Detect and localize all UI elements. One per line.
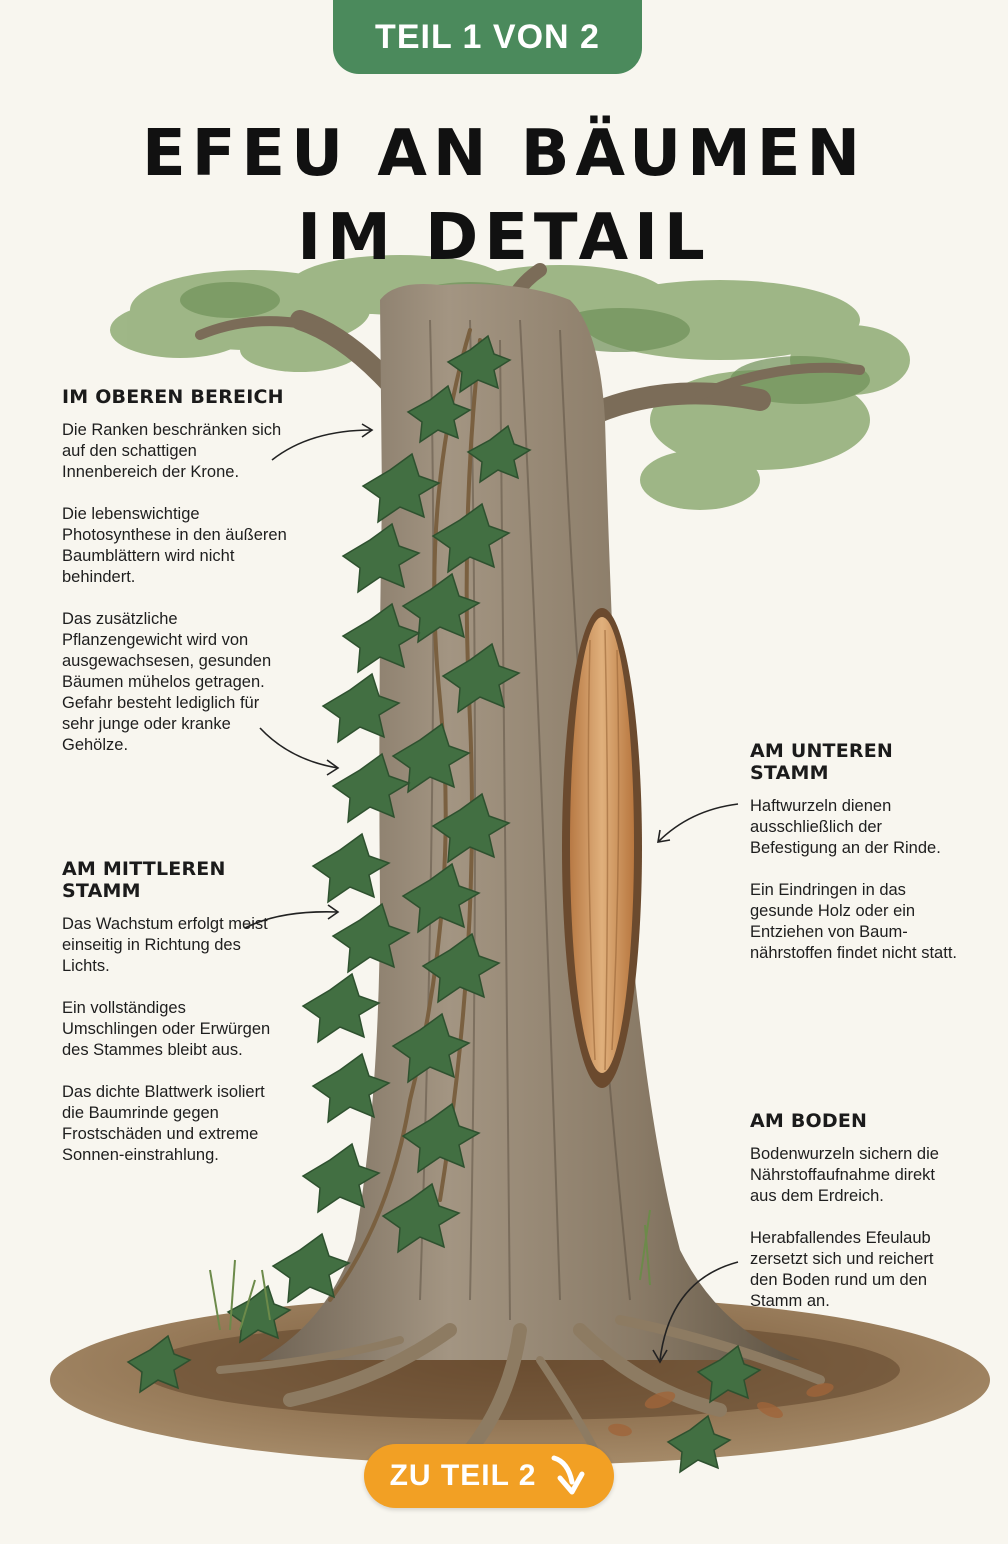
next-part-label: ZU TEIL 2 — [389, 1459, 537, 1492]
section-heading: AM UNTEREN STAMM — [750, 740, 894, 784]
section-paragraph: Ein Eindringen in das gesunde Holz oder ein Entziehen von Baum-nährstoffen findet nicht statt. — [750, 881, 957, 962]
page-title-line1: EFEU AN BÄUMEN — [141, 117, 867, 191]
arrow-down-right-icon — [548, 1454, 588, 1498]
section-mittlerer-stamm — [62, 858, 284, 1187]
section-paragraph: Das Wachstum erfolgt meist einseitig in Richtung des Lichts. — [62, 915, 268, 975]
section-boden — [750, 1110, 965, 1333]
section-paragraph: Das dichte Blattwerk isoliert die Baumrinde gegen Frostschäden und extreme Sonnen-einstrahlung. — [62, 1083, 265, 1164]
part-badge-label: TEIL 1 VON 2 — [375, 17, 600, 56]
next-part-button[interactable] — [364, 1444, 614, 1508]
page-title — [0, 112, 1008, 280]
section-heading: AM BODEN — [750, 1110, 868, 1132]
section-paragraph: Haftwurzeln dienen ausschließlich der Befestigung an der Rinde. — [750, 797, 941, 857]
section-paragraph: Die lebenswichtige Photosynthese in den äußeren Baumblättern wird nicht behindert. — [62, 505, 287, 586]
page-title-line2: IM DETAIL — [297, 201, 711, 275]
section-paragraph: Das zusätzliche Pflanzengewicht wird von ausgewachsesen, gesunden Bäumen mühelos getragen. Gefahr besteht lediglich für sehr junge oder kranke Gehölze. — [62, 610, 272, 754]
section-paragraph: Ein vollständiges Umschlingen oder Erwürgen des Stammes bleibt aus. — [62, 999, 271, 1059]
part-badge — [333, 0, 642, 74]
section-unterer-stamm — [750, 740, 965, 985]
section-oberer-bereich — [62, 386, 292, 777]
section-heading: IM OBEREN BEREICH — [62, 386, 284, 408]
section-paragraph: Herabfallendes Efeulaub zersetzt sich und reichert den Boden rund um den Stamm an. — [750, 1229, 934, 1310]
section-paragraph: Die Ranken beschränken sich auf den schattigen Innenbereich der Krone. — [62, 421, 282, 481]
section-paragraph: Bodenwurzeln sichern die Nährstoffaufnahme direkt aus dem Erdreich. — [750, 1145, 939, 1205]
section-heading: AM MITTLEREN STAMM — [62, 858, 226, 902]
